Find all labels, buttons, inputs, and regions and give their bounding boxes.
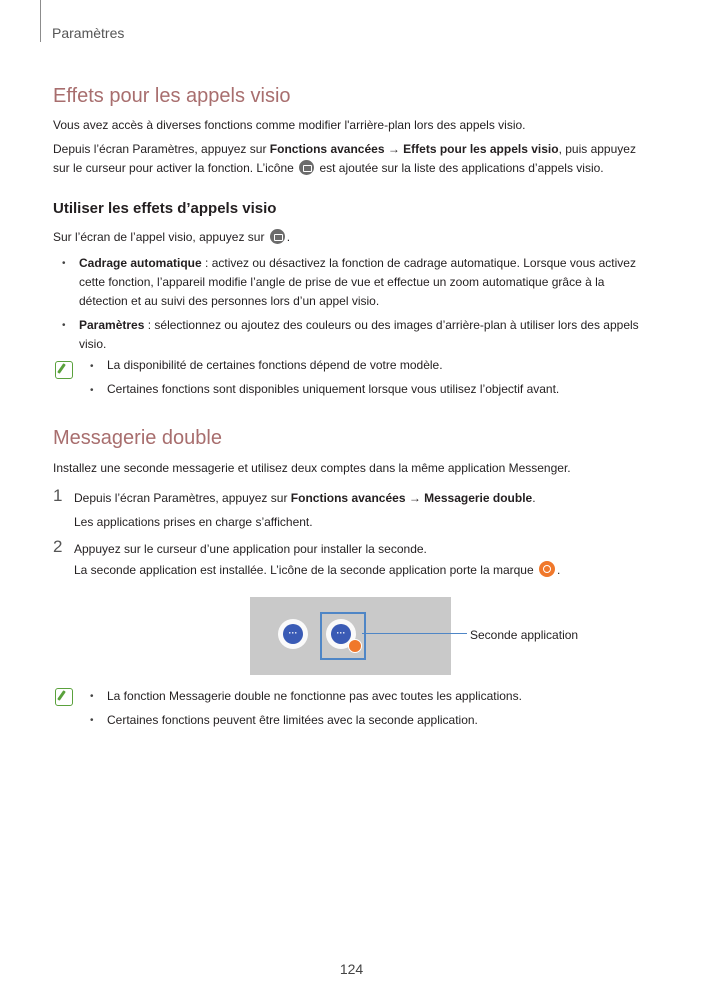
header-rule: [40, 0, 41, 42]
running-header: Paramètres: [52, 25, 125, 41]
step-number: 1: [53, 486, 63, 505]
section1-intro: Vous avez accès à diverses fonctions comme modifier l'arrière-plan lors des appels visio.: [53, 118, 526, 132]
callout-line: [362, 633, 467, 634]
video-effects-icon: [270, 229, 285, 244]
second-messenger-app-icon: ···: [326, 619, 356, 649]
note-item: La fonction Messagerie double ne fonctionne pas avec toutes les applications.: [107, 689, 522, 703]
step-2-result: La seconde application est installée. L’icône de la seconde application porte la marque .: [74, 563, 561, 577]
step-1-result: Les applications prises en charge s’affichent.: [74, 515, 313, 529]
note-item: Certaines fonctions sont disponibles uniquement lorsque vous utilisez l’objectif avant.: [107, 382, 560, 396]
section-title-video-call-effects: Effets pour les appels visio: [53, 85, 291, 107]
section-title-dual-messenger: Messagerie double: [53, 427, 222, 449]
step-number: 2: [53, 537, 63, 556]
page-number: 124: [339, 961, 364, 977]
bullet-icon: [91, 365, 95, 369]
subsection-title: Utiliser les effets d’appels visio: [53, 200, 277, 217]
note-item: La disponibilité de certaines fonctions dépend de votre modèle.: [107, 358, 443, 372]
dual-messenger-badge-icon: [348, 639, 362, 653]
note-pencil-icon: [55, 688, 73, 706]
messenger-app-icon: ···: [278, 619, 308, 649]
dual-messenger-badge-icon: [539, 561, 555, 577]
callout-label: Seconde application: [470, 628, 579, 642]
bullet-icon: [91, 695, 95, 699]
bullet-icon: [63, 324, 67, 328]
bullet-icon: [91, 719, 95, 723]
bullet-icon: [63, 262, 67, 266]
section2-intro: Installez une seconde messagerie et utilisez deux comptes dans la même application Messenger.: [53, 461, 571, 475]
bullet-settings: Paramètres : sélectionnez ou ajoutez des couleurs ou des images d’arrière-plan à utiliser lors des appels visio.: [79, 318, 639, 351]
video-effects-icon: [299, 160, 314, 175]
section1-paragraph: Depuis l’écran Paramètres, appuyez sur Fonctions avancées → Effets pour les appels visio, puis appuyez sur le curseur pour activer la fonction. L’icône est ajoutée sur la liste des applications d’appels visio.: [53, 142, 636, 175]
note-pencil-icon: [55, 361, 73, 379]
step-2: Appuyez sur le curseur d’une application pour installer la seconde.: [74, 542, 427, 556]
bullet-auto-framing: Cadrage automatique : activez ou désactivez la fonction de cadrage automatique. Lorsque vous activez cette fonction, l’appareil modifie l’angle de prise de vue et effectue un zoom automatique grâce à la détection et au suivi des personnes lors d’un appel visio.: [79, 256, 636, 308]
step-1: Depuis l’écran Paramètres, appuyez sur Fonctions avancées → Messagerie double.: [74, 491, 536, 505]
subsection-intro: Sur l’écran de l’appel visio, appuyez sur .: [53, 230, 291, 244]
bullet-icon: [91, 389, 95, 393]
dual-messenger-illustration: [250, 597, 451, 675]
note-item: Certaines fonctions peuvent être limitées avec la seconde application.: [107, 713, 478, 727]
